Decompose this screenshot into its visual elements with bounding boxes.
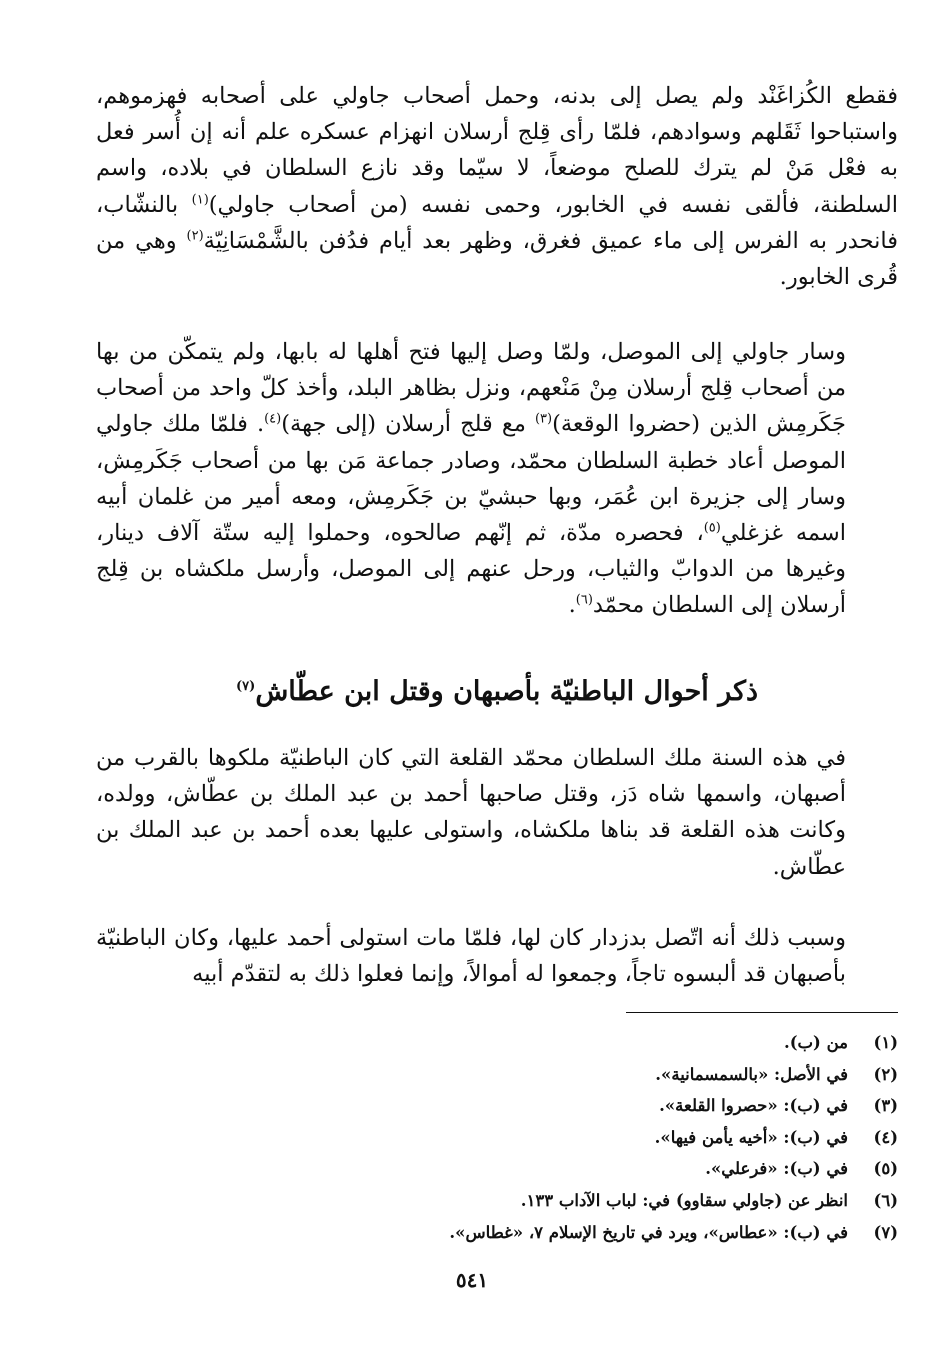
footnote-text: من (ب). xyxy=(783,1033,848,1052)
footnote-item xyxy=(96,1090,898,1122)
footnote-item xyxy=(96,1059,898,1091)
body-paragraph-2 xyxy=(96,334,898,624)
footnote-text: في (ب): «حصروا القلعة». xyxy=(659,1096,848,1116)
paragraph-text: فقطع الكُزاغَنْد ولم يصل إلى بدنه، وحمل أصحاب جاولي على أصحابه فهزموهم، واستباحوا ثَقَلهم وسوادهم، فلمّا رأى قِلج أرسلان انهزام عسكره علم أنه إن أُسر فعل به فعْل مَنْ لم يترك للصلح موضعاً، لا سيّما وقد نازع السلطان في بلاده، واسم السلطنة، فألقى نفسه في الخابور، وحمى نفسه (من أصحاب جاولي) xyxy=(96,83,898,218)
body-paragraph-4 xyxy=(96,920,898,992)
footnote-text: في (ب): «عطاس»، ويرد في تاريخ الإسلام ٧، «غطاس». xyxy=(449,1222,848,1242)
paragraph-text: بالنشّاب، فانحدر به الفرس إلى ماء عميق فغرق، وظهر بعد أيام فدُفن بالشَّمْسَانِيّة xyxy=(96,191,898,254)
paragraph-text: في هذه السنة ملك السلطان محمّد القلعة التي كان الباطنيّة ملكوها بالقرب من أصبهان، واسمها شاه دَز، وقتل صاحبها أحمد بن عبد الملك بن عطّاش، وولده، وكانت هذه القلعة قد بناها ملكشاه، واستولى عليها بعده أحمد بن عبد الملك بن عطّاش. xyxy=(96,745,846,880)
footnote-ref-7[interactable]: (٧) xyxy=(236,679,256,694)
footnote-text: في الأصل: «بالسمسمانية». xyxy=(655,1064,848,1084)
footnote-number: (٢) xyxy=(873,1064,898,1084)
footnote-number: (٣) xyxy=(873,1096,898,1116)
footnote-number: (٤) xyxy=(873,1127,898,1147)
footnote-ref-2[interactable]: (٢) xyxy=(186,228,204,244)
paragraph-text: مع قلج أرسلان (إلى جهة) xyxy=(281,411,535,438)
paragraph-text: وهي من قُرى الخابور. xyxy=(96,227,898,291)
footnote-text: انظر عن (جاولي سقاوو) في: لباب الآداب ١٣٣. xyxy=(520,1190,848,1210)
footnote-ref-3[interactable]: (٣) xyxy=(534,411,553,427)
footnote-text: في (ب): «أخيه يأمن فيها». xyxy=(654,1127,848,1147)
paragraph-text: وسبب ذلك أنه اتّصل بدزدار كان لها، فلمّا مات استولى أحمد عليها، وكان الباطنيّة بأصبهان قد ألبسوه تاجاً، وجمعوا له أموالاً، وإنما فعلوا ذلك به لتقدّم أبيه xyxy=(96,925,846,988)
footnote-number: (١) xyxy=(873,1033,898,1052)
footnote-ref-4[interactable]: (٤) xyxy=(264,411,282,427)
footnote-separator xyxy=(626,1012,898,1013)
footnote-item xyxy=(96,1185,898,1217)
body-paragraph-3 xyxy=(96,740,898,885)
footnote-ref-6[interactable]: (٦) xyxy=(575,592,593,608)
paragraph-text: . xyxy=(568,592,576,619)
footnote-number: (٦) xyxy=(873,1190,898,1210)
paragraph-text: وسار جاولي إلى الموصل، ولمّا وصل إليها فتح أهلها له بابها، ولم يتمكّن من بها من أصحاب قِلج أرسلان مِنْ مَنْعهم، ونزل بظاهر البلد، وأخذ كلّ واحد من أصحاب جَكَرمِش الذين (حضروا الوقعة) xyxy=(96,339,846,438)
footnote-item xyxy=(96,1122,898,1154)
paragraph-text: ، فحصره مدّة، ثم إنّهم صالحوه، وحملوا إليه ستّة آلاف دينار، وغيرها من الدوابّ والثياب، ورحل عنهم إلى الموصل، وأرسل ملكشاه بن قِلج أرسلان إلى السلطان محمّد xyxy=(96,520,846,619)
footnote-item xyxy=(96,1153,898,1185)
footnote-ref-1[interactable]: (١) xyxy=(191,192,209,208)
footnote-number: (٧) xyxy=(873,1222,898,1242)
footnotes-list xyxy=(96,1027,898,1248)
footnote-ref-5[interactable]: (٥) xyxy=(703,520,721,536)
section-heading xyxy=(96,672,898,712)
footnote-item xyxy=(96,1027,898,1059)
footnote-number: (٥) xyxy=(873,1159,898,1179)
footnote-item xyxy=(96,1217,898,1249)
body-paragraph-1 xyxy=(96,78,898,295)
footnote-text: في (ب): «فرعلي». xyxy=(705,1159,848,1179)
paragraph-text: . فلمّا ملك جاولي الموصل أعاد خطبة السلطان محمّد، وصادر جماعة مَن بها من أصحاب جَكَرمِش، وسار إلى جزيرة ابن عُمَر، وبها حبشيّ بن جَكَرمِش، ومعه أمير من غلمان أبيه اسمه غزغلي xyxy=(96,411,847,547)
page-number: ٥٤١ xyxy=(455,1268,489,1292)
section-heading-text: ذكر أحوال الباطنيّة بأصبهان وقتل ابن عطّاش xyxy=(255,676,758,707)
